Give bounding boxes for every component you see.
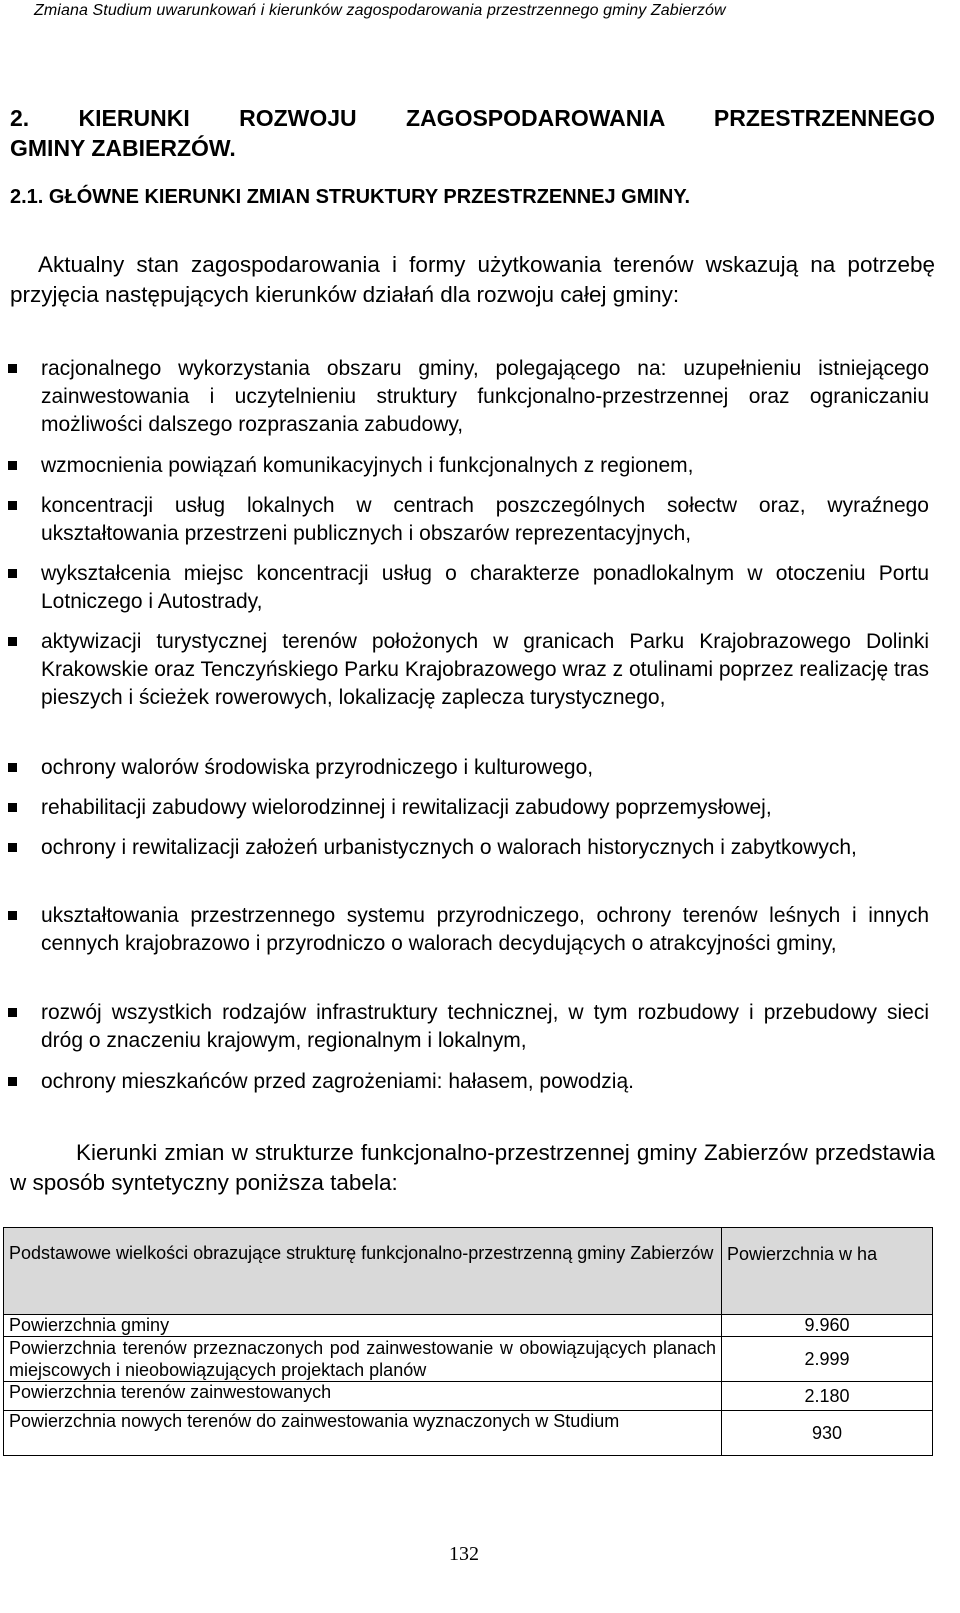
square-bullet-icon: [8, 763, 17, 772]
square-bullet-icon: [8, 1008, 17, 1017]
table-header-area: Powierzchnia w ha: [722, 1228, 933, 1315]
table-header-row: [4, 1228, 933, 1315]
running-header: Zmiana Studium uwarunkowań i kierunków zagospodarowania przestrzennego gminy Zabierzów: [34, 2, 726, 19]
chapter-heading: [10, 103, 935, 163]
table-cell-label: Powierzchnia terenów zainwestowanych: [4, 1382, 722, 1411]
table-cell-value: 2.180: [722, 1382, 933, 1411]
section-heading: 2.1. GŁÓWNE KIERUNKI ZMIAN STRUKTURY PRZESTRZENNEJ GMINY.: [10, 186, 691, 208]
table-cell-value: 930: [722, 1411, 933, 1456]
table-cell-label: Powierzchnia gminy: [4, 1315, 722, 1337]
square-bullet-icon: [8, 843, 17, 852]
table-row: [4, 1315, 933, 1337]
square-bullet-icon: [8, 364, 17, 373]
area-table: [3, 1227, 933, 1456]
table-intro-paragraph: Kierunki zmian w strukturze funkcjonalno-przestrzennej gminy Zabierzów przedstawia w sposób syntetyczny poniższa tabela:: [10, 1140, 935, 1195]
table-cell-label: Powierzchnia nowych terenów do zainwestowania wyznaczonych w Studium: [4, 1411, 722, 1456]
table-cell-label: Powierzchnia terenów przeznaczonych pod zainwestowanie w obowiązujących planach miejscowych i nieobowiązujących projektach planów: [4, 1337, 722, 1382]
square-bullet-icon: [8, 803, 17, 812]
table-cell-value: 9.960: [722, 1315, 933, 1337]
chapter-heading-line-1: 2. KIERUNKI ROZWOJU ZAGOSPODAROWANIA PRZESTRZENNEGO: [10, 105, 935, 131]
square-bullet-icon: [8, 569, 17, 578]
table-row: [4, 1411, 933, 1456]
table-row: [4, 1337, 933, 1382]
square-bullet-icon: [8, 1077, 17, 1086]
square-bullet-icon: [8, 637, 17, 646]
intro-paragraph: Aktualny stan zagospodarowania i formy użytkowania terenów wskazują na potrzebę przyjęcia następujących kierunków działań dla rozwoju całej gminy:: [10, 252, 935, 307]
square-bullet-icon: [8, 911, 17, 920]
table-header-description: Podstawowe wielkości obrazujące strukturę funkcjonalno-przestrzenną gminy Zabierzów: [4, 1228, 722, 1315]
table-row: [4, 1382, 933, 1411]
table-cell-value: 2.999: [722, 1337, 933, 1382]
square-bullet-icon: [8, 501, 17, 510]
page-number: 132: [449, 1543, 479, 1565]
chapter-heading-line-2: GMINY ZABIERZÓW.: [10, 135, 236, 161]
square-bullet-icon: [8, 461, 17, 470]
